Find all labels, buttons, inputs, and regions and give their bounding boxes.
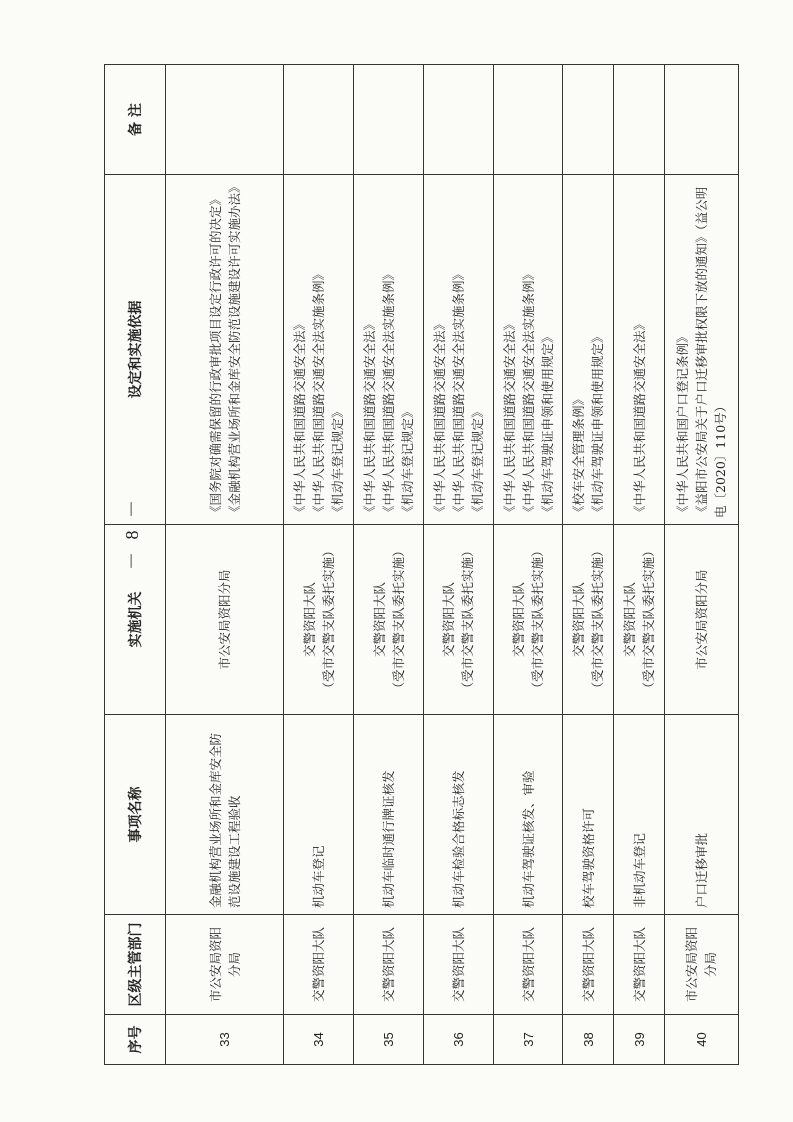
basis-line: 《中华人民共和国道路交通安全法实施条例》 [311, 267, 327, 518]
cell-agency [354, 525, 424, 715]
cell-dept: 交警资阳大队 [493, 915, 563, 1015]
cell-dept: 交警资阳大队 [354, 915, 424, 1015]
cell-seq: 34 [284, 1015, 354, 1065]
cell-agency [166, 525, 284, 715]
cell-item: 校车驾驶资格许可 [563, 715, 614, 915]
cell-item: 户口迁移审批 [664, 715, 738, 915]
table-row [493, 65, 563, 1065]
cell-basis [563, 175, 614, 525]
agency-line: 市公安局资阳分局 [693, 569, 709, 670]
cell-remarks [354, 65, 424, 175]
cell-seq: 40 [664, 1015, 738, 1065]
basis-line: 《中华人民共和国道路交通安全法实施条例》 [381, 267, 397, 518]
cell-agency [664, 525, 738, 715]
header-dept: 区级主管部门 [105, 915, 166, 1015]
basis-line: 《中华人民共和国道路交通安全法》 [431, 317, 447, 518]
basis-line: 《中华人民共和国道路交通安全法》 [292, 317, 308, 518]
cell-seq: 33 [166, 1015, 284, 1065]
basis-line: 《金融机构营业场所和金库安全防范设施建设许可实施办法》 [226, 180, 242, 518]
basis-line: 《机动车登记规定》 [330, 405, 346, 518]
basis-line: 《国务院对确需保留的行政审批项目设定行政许可的决定》 [207, 192, 223, 518]
cell-seq: 38 [563, 1015, 614, 1065]
cell-remarks [284, 65, 354, 175]
table-row [664, 65, 738, 1065]
table-row [614, 65, 665, 1065]
cell-basis [166, 175, 284, 525]
agency-line: 交警资阳大队 [441, 582, 457, 658]
cell-remarks [493, 65, 563, 175]
rotated-table-container [104, 65, 739, 1065]
cell-item: 非机动车登记 [614, 715, 665, 915]
cell-dept: 市公安局资阳分局 [664, 915, 738, 1015]
cell-seq: 37 [493, 1015, 563, 1065]
cell-item: 金融机构营业场所和金库安全防范设施建设工程验收 [166, 715, 284, 915]
agency-line: 交警资阳大队 [622, 582, 638, 658]
header-basis: 设定和实施依据 [105, 175, 166, 525]
agency-line: （受市交警支队委托实施） [390, 544, 406, 695]
cell-seq: 39 [614, 1015, 665, 1065]
agency-line: 交警资阳大队 [371, 582, 387, 658]
table-row [563, 65, 614, 1065]
agency-line: （受市交警支队委托实施） [530, 544, 546, 695]
cell-remarks [563, 65, 614, 175]
table-row [423, 65, 493, 1065]
cell-basis [423, 175, 493, 525]
header-seq: 序号 [105, 1015, 166, 1065]
cell-agency [423, 525, 493, 715]
cell-remarks [664, 65, 738, 175]
cell-item: 机动车检验合格标志核发 [423, 715, 493, 915]
cell-remarks [166, 65, 284, 175]
basis-line: 《校车安全管理条例》 [571, 392, 587, 518]
agency-line: 交警资阳大队 [511, 582, 527, 658]
agency-line: （受市交警支队委托实施） [590, 544, 606, 695]
cell-dept: 交警资阳大队 [423, 915, 493, 1015]
cell-agency [284, 525, 354, 715]
header-agency: 实施机关 [105, 525, 166, 715]
cell-basis [664, 175, 738, 525]
cell-agency [493, 525, 563, 715]
basis-line: 《中华人民共和国道路交通安全法》 [631, 317, 647, 518]
cell-dept: 交警资阳大队 [563, 915, 614, 1015]
basis-line: 《中华人民共和国户口登记条例》 [674, 330, 690, 518]
basis-line: 《益阳市公安局关于户口迁移审批权限下放的通知》（益公明电〔2020〕110号） [693, 186, 728, 518]
cell-dept: 交警资阳大队 [284, 915, 354, 1015]
agency-line: （受市交警支队委托实施） [641, 544, 657, 695]
agency-line: 交警资阳大队 [571, 582, 587, 658]
cell-basis [493, 175, 563, 525]
basis-line: 《中华人民共和国道路交通安全法实施条例》 [450, 267, 466, 518]
basis-line: 《机动车登记规定》 [400, 405, 416, 518]
header-remarks: 备 注 [105, 65, 166, 175]
agency-line: （受市交警支队委托实施） [460, 544, 476, 695]
cell-agency [563, 525, 614, 715]
agency-line: 交警资阳大队 [301, 582, 317, 658]
cell-agency [614, 525, 665, 715]
agency-line: （受市交警支队委托实施） [320, 544, 336, 695]
page-number: － 8 － [122, 496, 142, 570]
cell-dept: 交警资阳大队 [614, 915, 665, 1015]
basis-line: 《机动车驾驶证申领和使用规定》 [539, 330, 555, 518]
cell-item: 机动车驾驶证核发、审验 [493, 715, 563, 915]
cell-basis [614, 175, 665, 525]
cell-basis [284, 175, 354, 525]
table-row [166, 65, 284, 1065]
basis-line: 《中华人民共和国道路交通安全法》 [362, 317, 378, 518]
table-row [284, 65, 354, 1065]
basis-line: 《机动车驾驶证申领和使用规定》 [590, 330, 606, 518]
cell-remarks [423, 65, 493, 175]
cell-dept: 市公安局资阳分局 [166, 915, 284, 1015]
basis-line: 《中华人民共和国道路交通安全法》 [501, 317, 517, 518]
table-row [354, 65, 424, 1065]
header-item: 事项名称 [105, 715, 166, 915]
basis-line: 《机动车登记规定》 [469, 405, 485, 518]
cell-remarks [614, 65, 665, 175]
basis-line: 《中华人民共和国道路交通安全法实施条例》 [520, 267, 536, 518]
table-body [166, 65, 739, 1065]
cell-item: 机动车临时通行牌证核发 [354, 715, 424, 915]
agency-line: 市公安局资阳分局 [217, 569, 233, 670]
cell-seq: 35 [354, 1015, 424, 1065]
cell-item: 机动车登记 [284, 715, 354, 915]
cell-seq: 36 [423, 1015, 493, 1065]
cell-basis [354, 175, 424, 525]
permit-table [104, 64, 739, 1065]
